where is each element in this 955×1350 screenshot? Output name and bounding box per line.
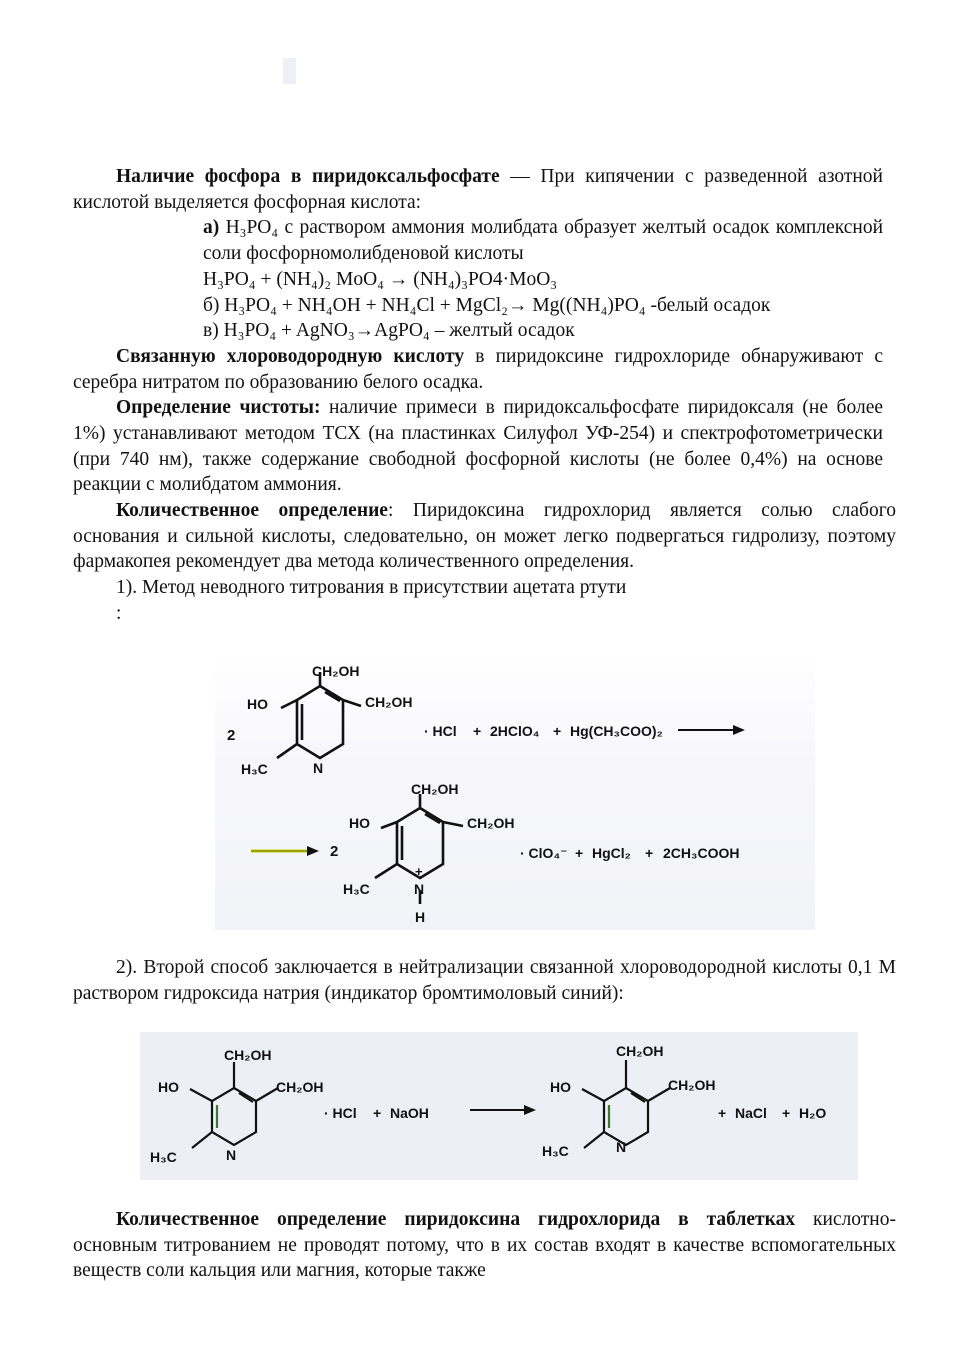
plus-6: + [718,1105,727,1121]
ch2oh-right-2: CH₂OH [467,815,515,831]
text-block-tablets [73,1207,896,1284]
colon-line: : [116,602,122,624]
n-2: N [414,881,425,897]
plus-1: + [473,723,482,739]
paragraph-phosphorus: Наличие фосфора в пиридоксальфосфате — При кипячении с разведенной азотной кислотой выделяется фосфорная кислота: [73,166,883,213]
hcl-2: · HCl [324,1105,357,1121]
ch2oh-top-1: CH₂OH [312,663,360,679]
n-plus-charge: + [415,864,423,879]
arrow-right-icon-yellow [251,846,319,856]
hgcl2: HgCl₂ [592,845,631,861]
acetic-acid: 2CH₃COOH [663,845,740,861]
perchlorate: · ClO₄⁻ [520,845,568,861]
ch2oh-top-3: CH₂OH [224,1047,272,1063]
plus-5: + [373,1105,382,1121]
paragraph-purity: Определение чистоты: наличие примеси в пиридоксальфосфате пиридоксаля (не более 1%) устанавливают методом ТСХ (на пластинках Силуфол УФ-254) и спектрофотометрически (при 740 нм), также содержание свободной фосфорной кислоты (не более 0,4%) на основе реакции с молибдатом аммония. [73,397,884,496]
plus-7: + [782,1105,791,1121]
ch2oh-right-3: CH₂OH [276,1079,324,1095]
ch2oh-top-4: CH₂OH [616,1043,664,1059]
h3c-1: H₃C [241,761,268,777]
equation-2: б) H₃PO₄ + NH₄OH + NH₄Cl + MgCl₂→ Mg((NH₄)PO₄ -белый осадок [203,294,771,316]
method-2: 2). Второй способ заключается в нейтрализации связанной хлороводородной кислоты 0,1 М раствором гидроксида натрия (индикатор бромтимоловый синий): [73,957,896,1004]
coef-1: 2 [227,727,236,744]
ch2oh-right-1: CH₂OH [365,694,413,710]
hclo4: 2HClO₄ [490,723,540,739]
pyridine-ring-3 [582,1060,670,1148]
ho-4: HO [550,1079,571,1095]
scan-mark [283,58,296,84]
naoh: NaOH [390,1105,429,1121]
equation-1: H₃PO₄ + (NH₄)₂ MoO₄ → (NH₄)₃PO4·MoO₃ [203,268,558,290]
n-4: N [616,1139,627,1155]
equation-3: в) H₃PO₄ + AgNO₃→AgPO₄ – желтый осадок [203,320,575,342]
hg-acetate: Hg(CH₃COO)₂ [570,723,663,739]
reaction-scheme-1 [215,650,815,930]
n-1: N [313,760,324,776]
h3c-2: H₃C [343,881,370,897]
heading-phosphorus: Наличие фосфора в пиридоксальфосфате [116,166,500,187]
ch2oh-right-4: CH₂OH [668,1077,716,1093]
ho-2: HO [349,815,370,831]
plus-3: + [575,845,584,861]
text-block-top [73,164,883,498]
paragraph-bound-hcl: Связанную хлороводородную кислоту в пиридоксине гидрохлориде обнаруживают с серебра нитратом по образованию белого осадка. [73,345,884,393]
hcl-1: · HCl [424,723,457,739]
arrow-right-icon-2 [470,1105,536,1115]
reaction-scheme-2 [140,1032,858,1180]
text-block-method2 [73,955,896,1006]
plus-4: + [645,845,654,861]
paragraph-tablets: Количественное определение пиридоксина гидрохлорида в таблетках кислотно-основным титрованием не проводят потому, что в их состав входят в качестве вспомогательных веществ соли кальция или магния, которые также [73,1209,896,1282]
reaction-a: а) H₃PO₄ с раствором аммония молибдата образует желтый осадок комплексной соли фосфорномолибденовой кислоты [203,217,884,265]
coef-2: 2 [330,843,339,860]
water: H₂O [799,1105,827,1121]
ch2oh-top-2: CH₂OH [411,781,459,797]
h-on-n: H [415,909,426,925]
nacl: NaCl [735,1105,767,1121]
h3c-3: H₃C [150,1149,177,1165]
text-block-quant [73,498,896,627]
ho-3: HO [158,1079,179,1095]
paragraph-quant: Количественное определение: Пиридоксина гидрохлорид является солью слабого основания и сильной кислоты, следовательно, он может легко подвергаться гидролизу, поэтому фармакопея рекомендует два метода количественного определения. [73,500,896,573]
n-3: N [226,1147,237,1163]
plus-2: + [553,723,562,739]
ho-1: HO [247,696,268,712]
pyridine-ring-2 [190,1062,278,1148]
scheme-2-svg [140,1032,858,1180]
h3c-4: H₃C [542,1143,569,1159]
pyridine-ring-1 [277,672,361,758]
arrow-right-icon [678,725,745,735]
scheme-1-svg [215,650,815,930]
method-1: 1). Метод неводного титрования в присутствии ацетата ртути [116,577,627,599]
